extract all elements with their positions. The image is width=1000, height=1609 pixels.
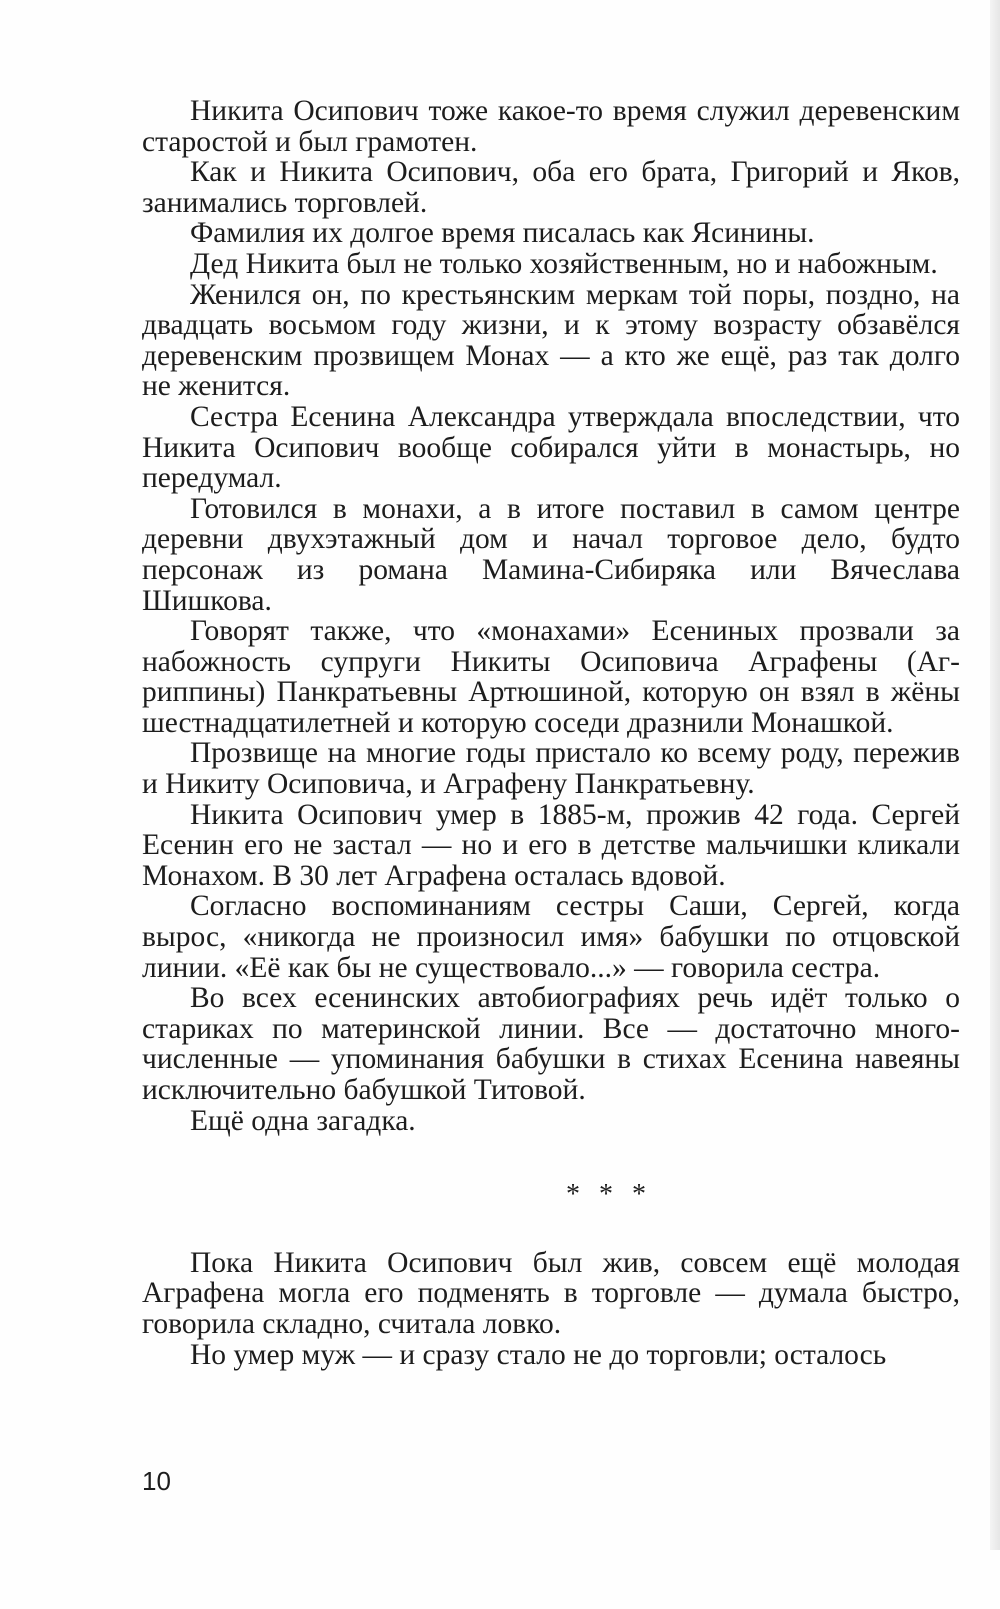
paragraph: Дед Никита был не только хозяйственным, но и набожным. [190,247,938,280]
page-number: 10 [142,1466,171,1496]
paragraph: Прозвище на многие годы пристало ко всему роду, пережив и Никиту Осиповича, и Аграфену Панкратьевну. [142,737,960,801]
paragraph: Женился он, по крестьянским меркам той поры, поздно, на двадцать восьмом году жизни, и к этому возрасту обзавёлся деревенским прозвищем Монах — а кто же ещё, раз так долго не женится. [142,278,960,403]
paragraph: Но умер муж — и сразу стало не до торговли; осталось [190,1338,887,1371]
paragraph: Сестра Есенина Александра утверждала впоследствии, что Никита Осипович вообще собирался уйти в монастырь, но передумал. [142,400,960,495]
paragraph: Ещё одна загадка. [190,1104,416,1137]
paragraph: Фамилия их долгое время писалась как Ясинины. [190,217,815,250]
paragraph: Никита Осипович умер в 1885-м, прожив 42 года. Сергей Есенин его не застал — но и его в детстве мальчишки кликали Монахом. В 30 лет Аграфена осталась вдовой. [142,798,960,892]
paragraph: Согласно воспоминаниям сестры Саши, Сергей, когда вырос, «никогда не произносил имя» бабушки по отцовской линии. «Её как бы не существовало...» — говорила сестра. [142,890,960,984]
paragraph: Во всех есенинских автобиографиях речь идёт только о стариках по материнской линии. Все — достаточно многочисленные — упоминания бабушки в стихах Есенина навеяны исключительно бабушкой Титовой. [142,982,960,1106]
paragraph: Готовился в монахи, а в итоге поставил в самом центре деревни двухэтажный дом и начал торговое дело, будто персонаж из романа Мамина-Сибиряка или Вячеслава Шишкова. [142,492,960,617]
paragraph: Как и Никита Осипович, оба его брата, Григорий и Яков, занимались торговлей. [142,156,960,219]
paragraph: Пока Никита Осипович был жив, совсем ещё молодая Аграфена могла его подменять в торговле — думала быстро, говорила складно, считала ловко. [142,1246,960,1340]
page-edge-shadow [990,0,1000,1550]
section-separator: * * * [566,1179,652,1211]
paragraph: Никита Осипович тоже какое-то время служил деревенским старостой и был грамотен. [142,95,960,158]
paragraph: Говорят также, что «монахами» Есениных прозвали за набожность супруги Никиты Осиповича Аграфены (Агриппины) Панкратьевны Артюшиной, которую он взял в жёны шестнадцатилетней и которую соседи дразнили Монашкой. [142,615,960,739]
page-body-text [142,96,960,1370]
